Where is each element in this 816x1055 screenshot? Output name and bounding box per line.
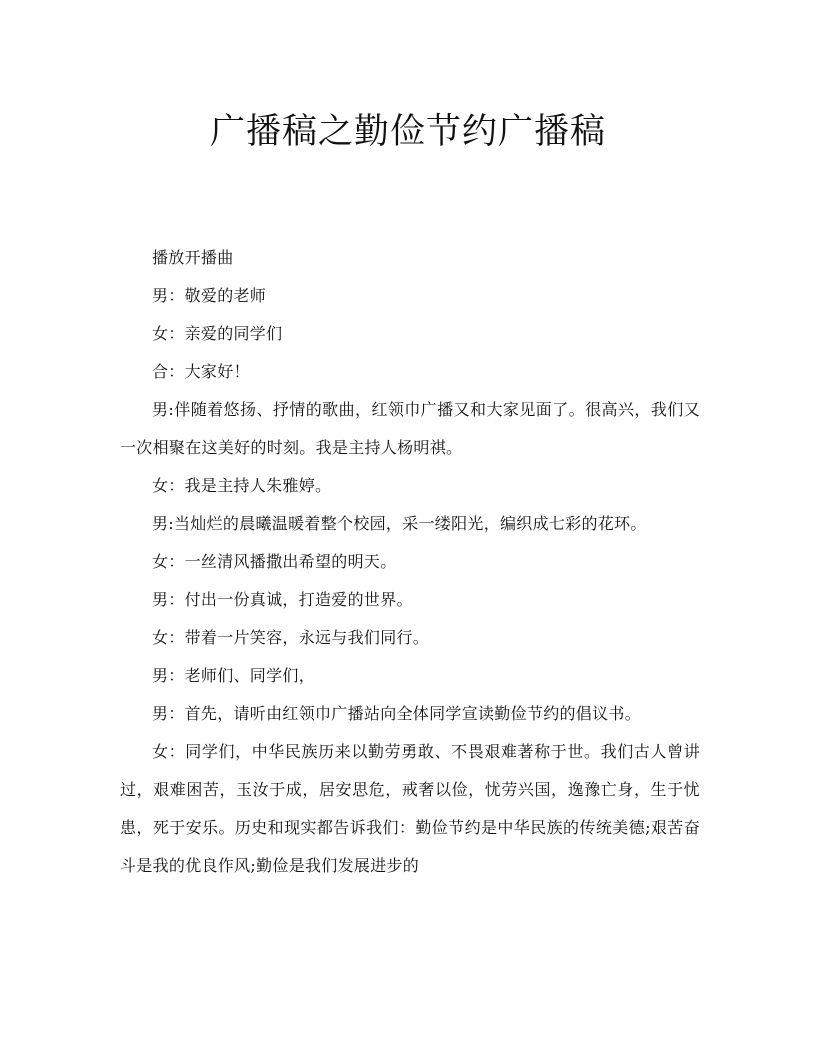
paragraph-7: 男:当灿烂的晨曦温暖着整个校园，采一缕阳光，编织成七彩的花环。 [152,514,647,533]
paragraph-2: 男：敬爱的老师 [152,286,267,305]
paragraph-6: 女：我是主持人朱雅婷。 [152,476,332,495]
paragraph-13: 女：同学们，中华民族历来以勤劳勇敢、不畏艰难著称于世。我们古人曾讲过，艰难困苦，玉汝于成，居安思危，戒奢以俭，忧劳兴国，逸豫亡身，生于忧患，死于安乐。历史和现实都告诉我们：勤俭节约是中华民族的传统美德;艰苦奋斗是我的优良作风;勤俭是我们发展进步的 [120,742,700,875]
paragraph-3: 女：亲爱的同学们 [152,324,283,343]
paragraph-1: 播放开播曲 [152,248,234,267]
paragraph-11: 男：老师们、同学们， [152,666,316,685]
paragraph-12: 男：首先，请听由红领巾广播站向全体同学宣读勤俭节约的倡议书。 [152,704,642,723]
document-body [120,239,700,885]
paragraph-4: 合：大家好！ [152,362,250,381]
paragraph-5: 男:伴随着悠扬、抒情的歌曲，红领巾广播又和大家见面了。很高兴，我们又一次相聚在这美好的时刻。我是主持人杨明祺。 [120,400,700,457]
paragraph-10: 女：带着一片笑容，永远与我们同行。 [152,628,430,647]
paragraph-9: 男：付出一份真诚，打造爱的世界。 [152,590,413,609]
document-title: 广播稿之勤俭节约广播稿 [209,112,606,152]
paragraph-8: 女：一丝清风播撒出希望的明天。 [152,552,397,571]
